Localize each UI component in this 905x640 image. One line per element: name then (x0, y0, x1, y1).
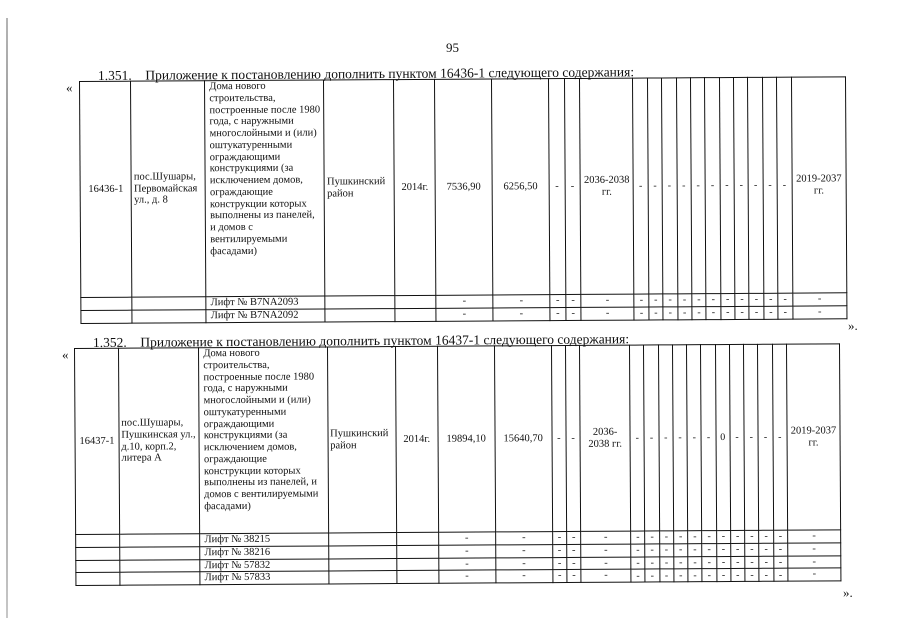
sub-cell: - (663, 307, 677, 320)
page-number: 95 (446, 40, 459, 55)
row-address: пос.Шушары, Первомайская ул., д. 8 (131, 81, 206, 297)
sub-cell: - (745, 530, 759, 543)
sub-c2: - (567, 557, 581, 570)
sub-cell: - (674, 556, 688, 569)
sub-c2: - (565, 307, 580, 320)
row-c1: - (549, 79, 566, 295)
sub-cell: - (677, 294, 691, 307)
sub-cell: - (730, 530, 744, 543)
row-c1: - (551, 345, 566, 531)
sub-cell: - (749, 293, 763, 306)
sub-cell: - (692, 294, 706, 307)
close-quote: ». (848, 318, 858, 333)
sub-living: - (495, 532, 552, 545)
sub-cell: - (702, 531, 716, 544)
sub-end: - (788, 543, 841, 556)
sub-cell: - (716, 569, 730, 582)
sub-total: - (438, 545, 495, 558)
row-cell: - (647, 78, 663, 294)
sub-cell: - (634, 294, 648, 307)
row-area-total: 19894,10 (437, 346, 495, 532)
sub-c1: - (550, 308, 565, 321)
sub-cell: - (745, 569, 759, 582)
sub-living: - (495, 544, 552, 557)
sub-cell: - (688, 543, 702, 556)
row-cell: - (701, 345, 716, 531)
sub-cell: - (631, 544, 645, 557)
sub-c2: - (567, 570, 581, 583)
sub-cell: - (764, 306, 778, 319)
sub-cell: - (716, 556, 730, 569)
sub-cell: - (773, 556, 787, 569)
sub-cell: - (759, 543, 773, 556)
amendment-table (74, 343, 841, 586)
row-c2: - (564, 78, 581, 294)
sub-cell: - (764, 293, 778, 306)
row-period-end: 2019-2037 гг. (791, 77, 847, 293)
sub-end: - (792, 306, 847, 319)
sub-cell: - (631, 557, 645, 570)
sub-cell: - (702, 543, 716, 556)
sub-cell: - (745, 543, 759, 556)
row-cell: - (744, 344, 759, 530)
sub-total: - (438, 557, 495, 570)
sub-total: - (438, 570, 495, 583)
sub-c1: - (552, 544, 566, 557)
row-cell: - (758, 344, 773, 530)
sub-cell: - (663, 294, 677, 307)
sub-cell: - (773, 543, 787, 556)
sub-cell: - (721, 306, 735, 319)
row-cell: - (719, 78, 735, 294)
row-description: Дома нового строительства, построенные после 1980 года, с наружными многослойными и (или) оштукатуренными ограждающими конструкциями (за исключением домов, ограждающие конструкции которых выполнены из панелей, и домов с вентилируемыми фасадами) (205, 80, 325, 297)
sub-period: - (581, 569, 631, 582)
row-cell: - (630, 345, 645, 531)
open-quote: « (62, 347, 69, 362)
sub-cell: - (731, 569, 745, 582)
sub-total: - (436, 308, 493, 321)
row-cell: - (633, 78, 649, 294)
sub-cell: - (631, 531, 645, 544)
sub-cell: - (634, 307, 648, 320)
sub-living: - (493, 308, 551, 321)
row-period-end: 2019-2037 гг. (786, 344, 840, 530)
row-area-total: 7536,90 (435, 79, 493, 295)
sub-cell: - (720, 293, 734, 306)
row-address: пос.Шушары, Пушкинская ул., д.10, корп.2, литера А (118, 348, 200, 534)
sub-living: - (493, 295, 551, 308)
sub-c2: - (567, 544, 581, 557)
sub-cell: - (677, 307, 691, 320)
sub-period: - (581, 307, 634, 320)
row-year: 2014г. (395, 346, 438, 532)
sub-cell: - (745, 556, 759, 569)
sub-cell: - (773, 568, 787, 581)
row-id: 16436-1 (80, 81, 133, 297)
sub-end: - (788, 568, 841, 581)
sub-living: - (495, 557, 552, 570)
sub-period: - (581, 544, 631, 557)
sub-cell: - (645, 569, 659, 582)
row-cell: - (748, 77, 764, 293)
table-row (75, 344, 841, 535)
open-quote: « (66, 80, 73, 95)
close-quote: ». (843, 585, 853, 600)
row-cell: - (687, 345, 702, 531)
sub-cell: - (778, 293, 792, 306)
sub-cell: - (731, 556, 745, 569)
sub-cell: - (649, 294, 663, 307)
sub-total: - (436, 295, 493, 308)
sub-cell: - (759, 568, 773, 581)
scan-edge (6, 18, 8, 618)
sub-cell: - (692, 307, 706, 320)
row-district: Пушкинский район (324, 80, 395, 296)
sub-cell: - (749, 306, 763, 319)
row-cell: - (729, 344, 744, 530)
row-cell: 0 (715, 344, 730, 530)
sub-c2: - (565, 294, 580, 307)
row-cell: - (662, 78, 678, 294)
row-cell: - (777, 77, 793, 293)
row-area-living: 15640,70 (494, 346, 552, 532)
row-district: Пушкинский район (327, 347, 396, 533)
sub-end: - (792, 293, 847, 306)
sub-c1: - (552, 557, 566, 570)
row-year: 2014г. (394, 79, 436, 295)
sub-cell: - (688, 569, 702, 582)
sub-cell: - (716, 530, 730, 543)
sub-cell: - (778, 306, 792, 319)
elevator-label: Лифт № В7NA2093 (206, 296, 325, 310)
sub-cell: - (688, 531, 702, 544)
sub-c2: - (567, 531, 581, 544)
sub-cell: - (659, 544, 673, 557)
row-cell: - (690, 78, 706, 294)
elevator-label: Лифт № 57832 (200, 558, 328, 572)
row-c2: - (565, 345, 580, 531)
elevator-label: Лифт № 38215 (200, 533, 328, 547)
sub-cell: - (706, 294, 720, 307)
sub-total: - (438, 532, 495, 545)
row-cell: - (733, 77, 749, 293)
sub-cell: - (773, 530, 787, 543)
sub-cell: - (688, 556, 702, 569)
row-cell: - (762, 77, 778, 293)
sub-cell: - (645, 556, 659, 569)
sub-cell: - (716, 543, 730, 556)
sub-cell: - (631, 569, 645, 582)
section-heading-text: Приложение к постановлению дополнить пунктом 16436-1 следующего содержания: (145, 64, 635, 83)
elevator-label: Лифт № В7NA2092 (206, 309, 325, 323)
sub-cell: - (735, 306, 749, 319)
sub-cell: - (759, 556, 773, 569)
row-id: 16437-1 (75, 348, 120, 534)
sub-cell: - (674, 544, 688, 557)
sub-end: - (788, 555, 841, 568)
elevator-label: Лифт № 38216 (200, 546, 328, 560)
row-period-main: 2036-2038 гг. (580, 345, 631, 531)
sub-cell: - (759, 530, 773, 543)
sub-cell: - (731, 543, 745, 556)
sub-period: - (581, 531, 631, 544)
sub-living: - (495, 570, 552, 583)
sub-period: - (581, 294, 634, 307)
amendment-table (79, 76, 847, 324)
sub-cell: - (645, 531, 659, 544)
row-description: Дома нового строительства, построенные после 1980 года, с наружными многослойными и (или) оштукатуренными ограждающими конструкциями (за исключением домов, ограждающие конструкции которых выполнены из панелей, и домов с вентилируемыми фасадами) (199, 347, 328, 534)
sub-cell: - (735, 293, 749, 306)
section-heading-text: Приложение к постановлению дополнить пунктом 16437-1 следующего содержания: (140, 331, 630, 350)
row-cell: - (644, 345, 659, 531)
section-number: 1.351. (97, 67, 132, 83)
sub-cell: - (674, 569, 688, 582)
sub-cell: - (706, 307, 720, 320)
section-number: 1.352. (92, 334, 127, 350)
sub-period: - (581, 557, 631, 570)
sub-cell: - (702, 556, 716, 569)
sub-cell: - (645, 544, 659, 557)
row-cell: - (658, 345, 673, 531)
sub-cell: - (659, 531, 673, 544)
sub-c1: - (552, 531, 566, 544)
row-cell: - (705, 78, 721, 294)
sub-cell: - (649, 307, 663, 320)
sub-c1: - (553, 570, 567, 583)
row-cell: - (672, 345, 687, 531)
sub-cell: - (659, 569, 673, 582)
sub-end: - (787, 530, 840, 543)
row-cell: - (772, 344, 787, 530)
row-cell: - (676, 78, 692, 294)
elevator-label: Лифт № 57833 (200, 571, 328, 585)
sub-cell: - (659, 556, 673, 569)
table-row (80, 77, 847, 298)
row-period-main: 2036-2038 гг. (579, 78, 634, 294)
sub-c1: - (550, 295, 565, 308)
sub-cell: - (702, 569, 716, 582)
row-area-living: 6256,50 (491, 79, 550, 295)
sub-cell: - (673, 531, 687, 544)
